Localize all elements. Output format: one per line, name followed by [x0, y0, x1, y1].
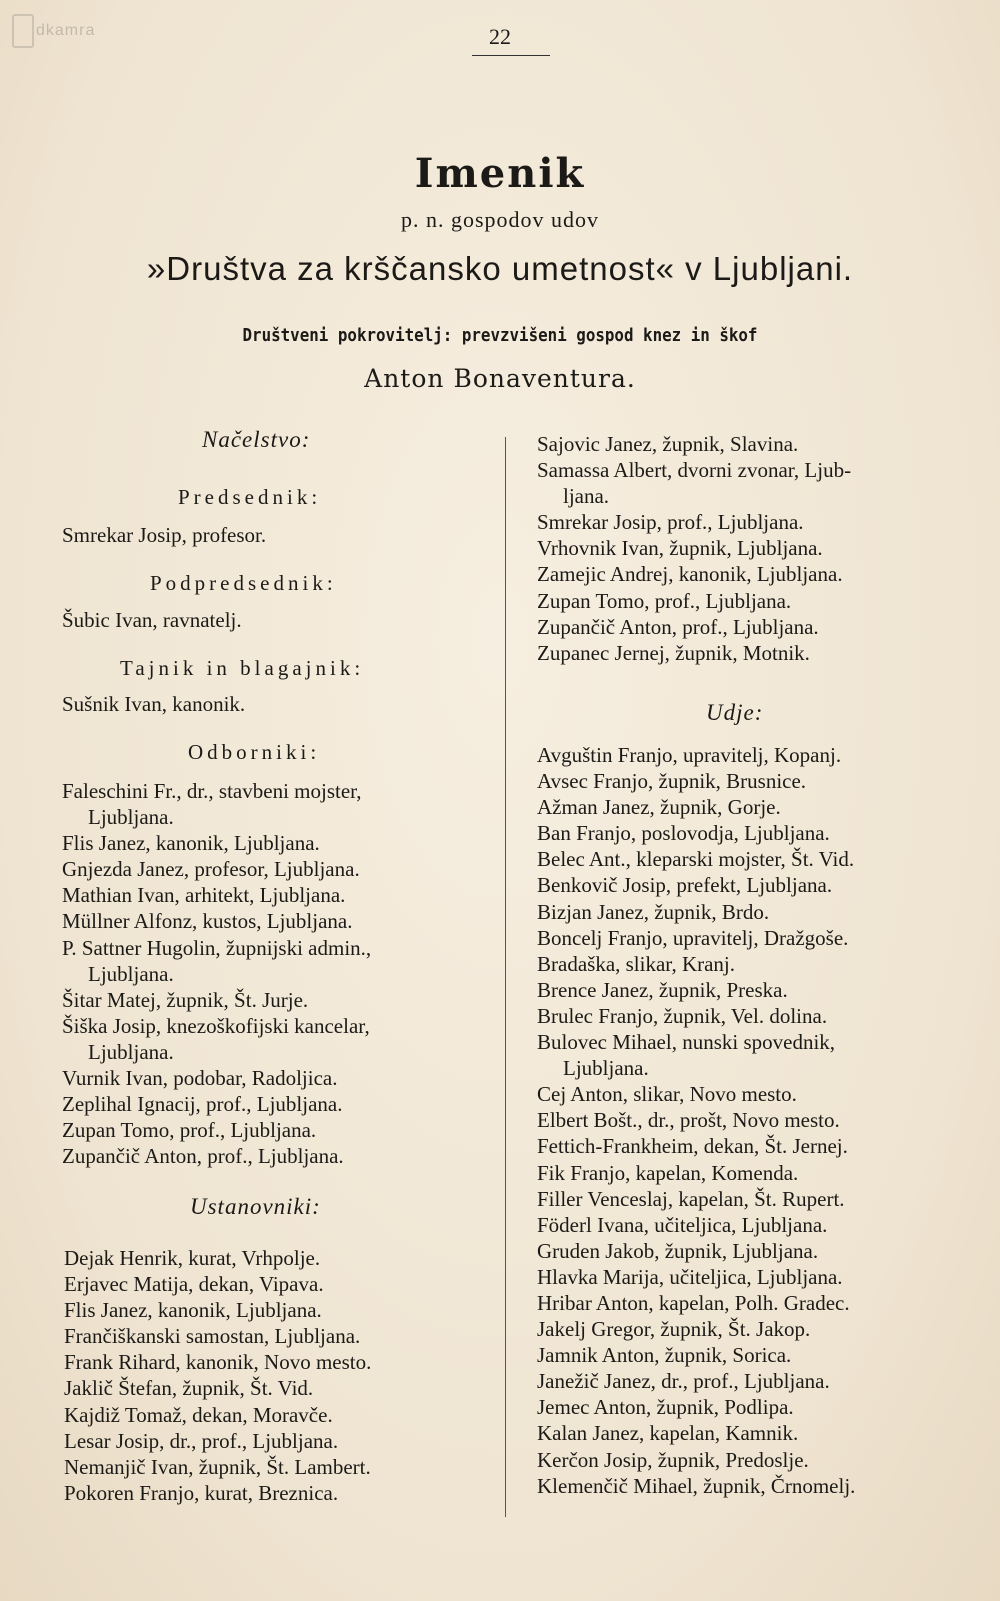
- list-item: Gruden Jakob, župnik, Ljubljana.: [537, 1238, 819, 1263]
- founders-cont-list: [537, 431, 982, 666]
- page-number-rule: [472, 55, 550, 56]
- page-title: Imenik: [414, 150, 586, 197]
- page-number: 22: [489, 24, 511, 49]
- list-item: ljana.: [563, 484, 610, 509]
- vice-president-label: Podpredsednik:: [150, 571, 337, 595]
- list-item: Vurnik Ivan, podobar, Radoljica.: [62, 1066, 338, 1091]
- watermark-text: dkamra: [36, 22, 96, 40]
- list-item: Zupančič Anton, prof., Ljubljana.: [62, 1144, 344, 1169]
- president-label: Predsednik:: [178, 485, 322, 509]
- list-item: Smrekar Josip, prof., Ljubljana.: [537, 510, 804, 535]
- list-item: Šitar Matej, župnik, Št. Jurje.: [62, 987, 309, 1012]
- list-item: Belec Ant., kleparski mojster, Št. Vid.: [537, 847, 855, 872]
- list-item: Jamnik Anton, župnik, Sorica.: [537, 1343, 792, 1368]
- list-item: Boncelj Franjo, upravitelj, Dražgoše.: [537, 925, 849, 950]
- list-item: Vrhovnik Ivan, župnik, Ljubljana.: [537, 536, 823, 561]
- list-item: Flis Janez, kanonik, Ljubljana.: [64, 1298, 322, 1323]
- list-item: Brence Janez, župnik, Preska.: [537, 977, 788, 1002]
- secretary-label: Tajnik in blagajnik:: [120, 656, 365, 680]
- list-item: Bulovec Mihael, nunski spovednik,: [537, 1030, 836, 1055]
- list-item: Jemec Anton, župnik, Podlipa.: [537, 1395, 794, 1420]
- list-item: Zamejic Andrej, kanonik, Ljubljana.: [537, 562, 843, 587]
- members-heading: Udje:: [706, 700, 764, 725]
- list-item: Ljubljana.: [88, 1039, 174, 1064]
- list-item: Ljubljana.: [88, 961, 174, 986]
- president-name: Smrekar Josip, profesor.: [62, 523, 267, 547]
- list-item: Faleschini Fr., dr., stavbeni mojster,: [62, 779, 362, 803]
- committee-list: [62, 778, 492, 1169]
- list-item: Elbert Bošt., dr., prošt, Novo mesto.: [537, 1108, 840, 1133]
- list-item: Gnjezda Janez, profesor, Ljubljana.: [62, 857, 360, 882]
- list-item: Pokoren Franjo, kurat, Breznica.: [64, 1480, 339, 1505]
- secretary-name: Sušnik Ivan, kanonik.: [62, 692, 246, 716]
- list-item: Zeplihal Ignacij, prof., Ljubljana.: [62, 1092, 343, 1117]
- list-item: Erjavec Matija, dekan, Vipava.: [64, 1272, 324, 1297]
- founders-heading: Ustanovniki:: [190, 1194, 321, 1219]
- list-item: Lesar Josip, dr., prof., Ljubljana.: [64, 1428, 339, 1453]
- list-item: Zupančič Anton, prof., Ljubljana.: [537, 614, 819, 639]
- list-item: Jaklič Štefan, župnik, Št. Vid.: [64, 1376, 314, 1401]
- list-item: Müllner Alfonz, kustos, Ljubljana.: [62, 909, 353, 934]
- list-item: Dejak Henrik, kurat, Vrhpolje.: [64, 1246, 321, 1270]
- board-heading: Načelstvo:: [202, 427, 311, 452]
- patron-line: Društveni pokrovitelj: prevzvišeni gospod knez in škof: [242, 325, 758, 346]
- list-item: Sajovic Janez, župnik, Slavina.: [537, 432, 799, 456]
- list-item: Hlavka Marija, učiteljica, Ljubljana.: [537, 1264, 843, 1289]
- list-item: Hribar Anton, kapelan, Polh. Gradec.: [537, 1290, 850, 1315]
- list-item: Fettich-Frankheim, dekan, Št. Jernej.: [537, 1134, 848, 1159]
- page-subtitle: p. n. gospodov udov: [400, 207, 600, 232]
- founders-list: [64, 1245, 494, 1506]
- list-item: Mathian Ivan, arhitekt, Ljubljana.: [62, 883, 346, 908]
- list-item: Brulec Franjo, župnik, Vel. dolina.: [537, 1003, 828, 1028]
- committee-label: Odborniki:: [188, 740, 321, 764]
- list-item: Ban Franjo, poslovodja, Ljubljana.: [537, 821, 830, 846]
- list-item: Frančiškanski samostan, Ljubljana.: [64, 1324, 361, 1349]
- list-item: Avsec Franjo, župnik, Brusnice.: [537, 769, 807, 794]
- list-item: Bizjan Janez, župnik, Brdo.: [537, 899, 770, 924]
- list-item: Kajdiž Tomaž, dekan, Moravče.: [64, 1402, 333, 1427]
- list-item: Kalan Janez, kapelan, Kamnik.: [537, 1421, 799, 1446]
- list-item: Benkovič Josip, prefekt, Ljubljana.: [537, 873, 833, 898]
- list-item: Samassa Albert, dvorni zvonar, Ljub-: [537, 458, 852, 483]
- list-item: Zupan Tomo, prof., Ljubljana.: [62, 1118, 317, 1143]
- list-item: Zupanec Jernej, župnik, Motnik.: [537, 640, 810, 665]
- list-item: Flis Janez, kanonik, Ljubljana.: [62, 831, 320, 856]
- list-item: P. Sattner Hugolin, župnijski admin.,: [62, 935, 372, 960]
- list-item: Ažman Janez, župnik, Gorje.: [537, 795, 781, 820]
- column-divider: [505, 437, 506, 1517]
- list-item: Ljubljana.: [88, 805, 174, 830]
- list-item: Föderl Ivana, učiteljica, Ljubljana.: [537, 1212, 828, 1237]
- list-item: Ljubljana.: [563, 1056, 649, 1081]
- members-list: [537, 742, 982, 1499]
- vice-president-name: Šubic Ivan, ravnatelj.: [62, 608, 242, 632]
- list-item: Jakelj Gregor, župnik, Št. Jakop.: [537, 1317, 811, 1342]
- list-item: Nemanjič Ivan, župnik, Št. Lambert.: [64, 1454, 371, 1479]
- list-item: Frank Rihard, kanonik, Novo mesto.: [64, 1350, 372, 1375]
- list-item: Šiška Josip, knezoškofijski kancelar,: [62, 1013, 370, 1038]
- list-item: Zupan Tomo, prof., Ljubljana.: [537, 588, 792, 613]
- list-item: Kerčon Josip, župnik, Predoslje.: [537, 1447, 809, 1472]
- list-item: Cej Anton, slikar, Novo mesto.: [537, 1082, 797, 1107]
- list-item: Filler Venceslaj, kapelan, Št. Rupert.: [537, 1186, 845, 1211]
- society-name: »Društva za krščansko umetnost« v Ljubljani.: [146, 250, 854, 287]
- patron-name: Anton Bonaventura.: [364, 364, 636, 393]
- list-item: Klemenčič Mihael, župnik, Črnomelj.: [537, 1473, 856, 1498]
- list-item: Bradaška, slikar, Kranj.: [537, 951, 736, 976]
- list-item: Avguštin Franjo, upravitelj, Kopanj.: [537, 743, 842, 767]
- list-item: Fik Franjo, kapelan, Komenda.: [537, 1160, 799, 1185]
- list-item: Janežič Janez, dr., prof., Ljubljana.: [537, 1369, 830, 1394]
